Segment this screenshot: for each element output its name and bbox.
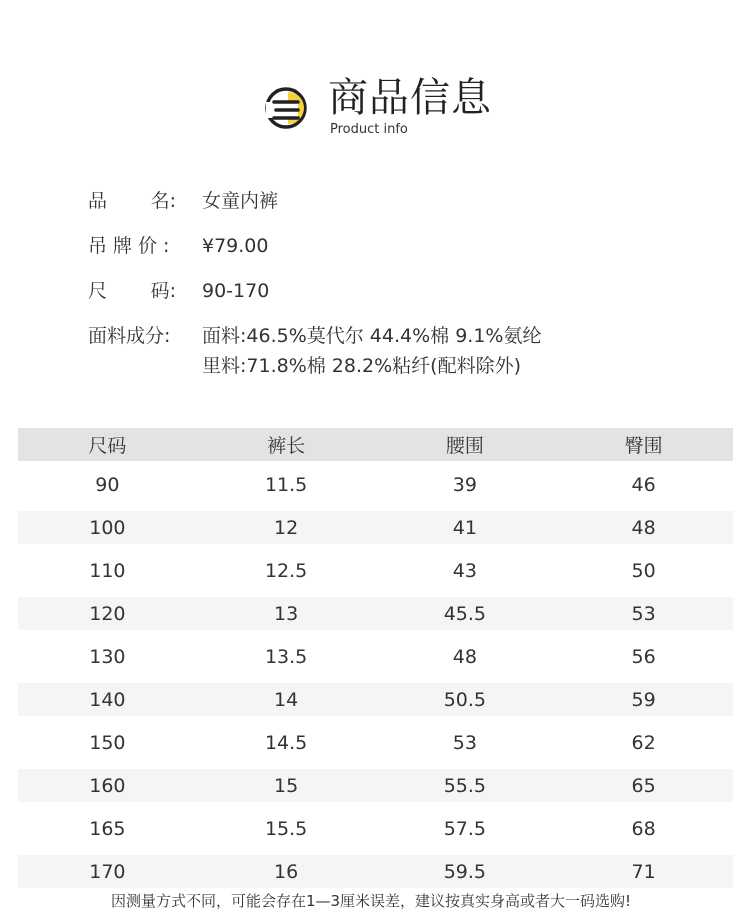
fabric-line-2: 里料:71.8%棉 28.2%粘纤(配料除外) [202,355,521,377]
table-cell: 140 [89,688,126,711]
price-value: ¥79.00 [202,235,269,257]
info-row-size [88,276,728,321]
header-cell: 尺码 [88,435,127,457]
header-cell: 臀围 [624,435,663,457]
table-cell: 14.5 [264,731,308,754]
table-cell: 100 [89,516,126,539]
table-row [18,812,733,845]
table-cell: 16 [274,860,299,883]
price-label: 吊牌价: [88,235,176,257]
info-row-name [88,186,728,231]
table-cell: 53 [631,602,656,625]
table-cell: 13 [274,602,299,625]
document-list-icon [264,84,312,132]
name-value: 女童内裤 [202,190,279,212]
table-cell: 12.5 [264,559,308,582]
table-cell: 160 [89,774,126,797]
table-cell: 170 [89,860,126,883]
size-table [18,428,733,888]
table-cell: 50 [631,559,656,582]
table-cell: 15 [274,774,299,797]
table-cell: 13.5 [264,645,308,668]
page-subtitle: Product info [330,122,408,137]
table-cell: 90 [95,473,120,496]
table-cell: 59 [631,688,656,711]
fabric-label: 面料成分: [88,325,171,347]
info-row-fabric [88,321,728,381]
table-row [18,726,733,759]
table-row [18,468,733,501]
table-cell: 39 [452,473,477,496]
table-cell: 150 [89,731,126,754]
table-cell: 56 [631,645,656,668]
table-cell: 55.5 [443,774,487,797]
product-info-header [264,74,524,144]
table-row [18,683,733,716]
table-cell: 57.5 [443,817,487,840]
table-cell: 65 [631,774,656,797]
header-cell: 腰围 [445,435,484,457]
table-cell: 45.5 [443,602,487,625]
table-cell: 43 [452,559,477,582]
table-cell: 50.5 [443,688,487,711]
size-value: 90-170 [202,280,270,302]
table-cell: 46 [631,473,656,496]
product-info-list [88,186,728,381]
table-header-row [18,428,733,461]
table-cell: 41 [452,516,477,539]
page-title: 商品信息 [328,75,492,121]
fabric-line-1: 面料:46.5%莫代尔 44.4%棉 9.1%氨纶 [202,325,542,347]
table-cell: 62 [631,731,656,754]
table-cell: 59.5 [443,860,487,883]
size-label: 尺 码: [88,280,176,302]
name-label: 品 名: [88,190,176,212]
table-row [18,597,733,630]
measurement-note: 因测量方式不同，可能会存在1—3厘米误差，建议按真实身高或者大一码选购! [110,892,632,910]
info-row-price [88,231,728,276]
table-cell: 130 [89,645,126,668]
table-cell: 48 [631,516,656,539]
header-cell: 裤长 [267,435,306,457]
table-row [18,640,733,673]
table-cell: 110 [89,559,126,582]
table-row [18,855,733,888]
table-row [18,511,733,544]
table-cell: 53 [452,731,477,754]
table-cell: 11.5 [264,473,308,496]
table-cell: 68 [631,817,656,840]
table-cell: 71 [631,860,656,883]
table-cell: 14 [274,688,299,711]
table-cell: 165 [89,817,126,840]
table-cell: 120 [89,602,126,625]
table-cell: 15.5 [264,817,308,840]
table-row [18,769,733,802]
table-cell: 12 [274,516,299,539]
table-cell: 48 [452,645,477,668]
table-row [18,554,733,587]
